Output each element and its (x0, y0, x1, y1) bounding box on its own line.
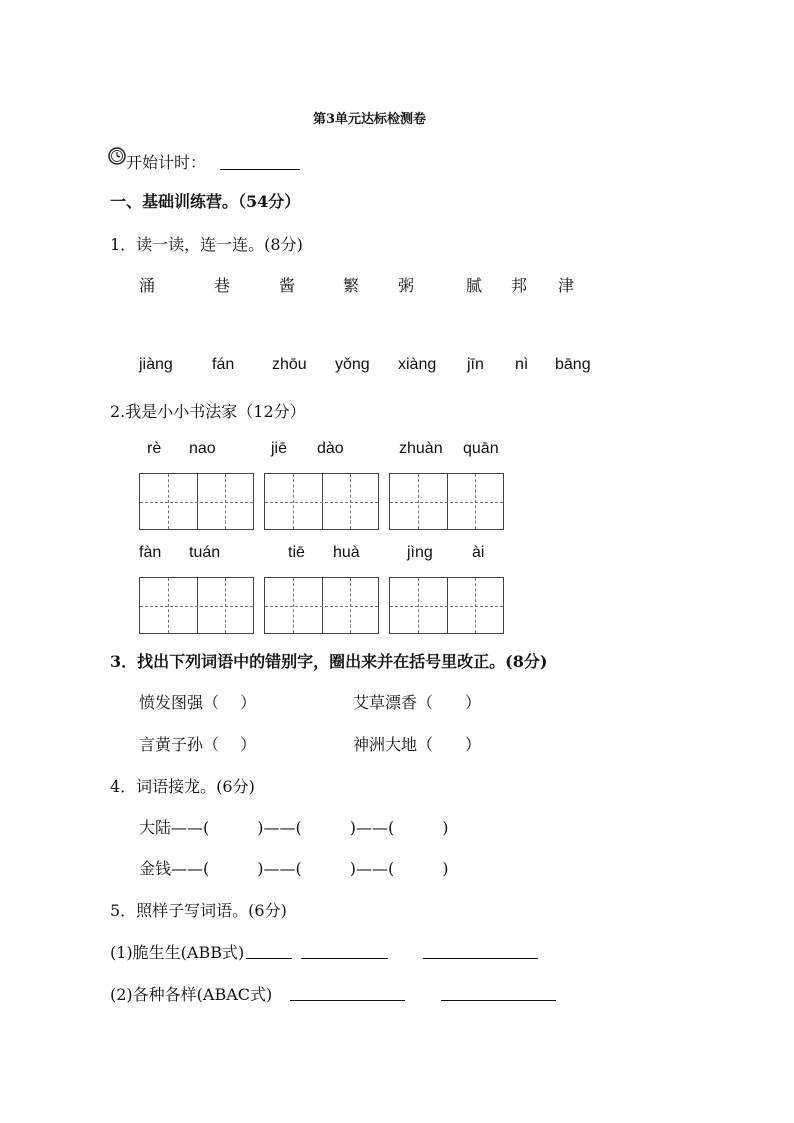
q2-pinyin: quān (463, 440, 499, 457)
q5-label: 5．照样子写词语。(6分) (110, 901, 287, 920)
q5-item: (2)各种各样(ABAC式) (110, 985, 273, 1004)
section1-heading: 一、基础训练营。（54分） (110, 192, 301, 211)
q1-pinyin: nì (515, 356, 529, 373)
q2-pinyin: tiē (288, 544, 305, 561)
q1-label: 1．读一读，连一连。(8分) (110, 235, 303, 254)
q2-pinyin: jiē (271, 440, 288, 457)
q2-pinyin: huà (333, 544, 360, 561)
q1-char: 腻 (466, 276, 483, 295)
q1-pinyin: fán (212, 356, 235, 373)
q1-char: 繁 (343, 276, 360, 295)
timer-label: 开始计时： (126, 153, 207, 172)
q3-item: 神洲大地（ ） (353, 735, 482, 754)
q3-label: 3．找出下列词语中的错别字，圈出来并在括号里改正。(8分) (110, 652, 548, 671)
q1-char: 酱 (279, 276, 296, 295)
q2-pinyin: fàn (139, 544, 162, 561)
q2-label: 2.我是小小书法家（12分） (110, 402, 306, 421)
q4-line: 大陆——( )——( )——( ) (139, 818, 449, 837)
q2-pinyin: ài (472, 544, 485, 561)
timer-blank (220, 169, 300, 170)
q1-char: 邦 (511, 276, 528, 295)
q1-pinyin: yǒng (335, 356, 370, 373)
writing-grid[interactable] (264, 473, 379, 530)
q3-item: 艾草漂香（ ） (353, 693, 482, 712)
q2-pinyin: rè (147, 440, 162, 457)
q3-item: 愤发图强（ ） (139, 693, 257, 712)
writing-grid[interactable] (389, 473, 504, 530)
q2-pinyin: nao (189, 440, 216, 457)
q1-char: 涌 (139, 276, 156, 295)
q1-char: 津 (558, 276, 575, 295)
answer-blank[interactable] (290, 1000, 405, 1001)
answer-blank[interactable] (246, 958, 292, 959)
q1-char: 巷 (214, 276, 231, 295)
writing-grid[interactable] (264, 577, 379, 634)
answer-blank[interactable] (423, 958, 538, 959)
q1-pinyin: bāng (555, 356, 591, 373)
q4-label: 4．词语接龙。(6分) (110, 777, 255, 796)
clock-icon (107, 146, 127, 166)
q5-item: (1)脆生生(ABB式) (110, 943, 245, 962)
q1-pinyin: xiàng (398, 356, 437, 373)
q1-pinyin: jiàng (139, 356, 173, 373)
q3-item: 言黄子孙（ ） (139, 735, 257, 754)
q1-pinyin: jīn (467, 356, 484, 373)
q1-char: 粥 (398, 276, 415, 295)
q2-pinyin: tuán (189, 544, 221, 561)
q2-pinyin: zhuàn (399, 440, 443, 457)
q2-pinyin: dào (317, 440, 344, 457)
q4-line: 金钱——( )——( )——( ) (139, 859, 449, 878)
writing-grid[interactable] (139, 577, 254, 634)
answer-blank[interactable] (441, 1000, 556, 1001)
q2-pinyin: jìng (407, 544, 433, 561)
writing-grid[interactable] (389, 577, 504, 634)
q1-pinyin: zhōu (272, 356, 307, 373)
writing-grid[interactable] (139, 473, 254, 530)
page-title: 第3单元达标检测卷 (313, 112, 427, 127)
answer-blank[interactable] (301, 958, 388, 959)
